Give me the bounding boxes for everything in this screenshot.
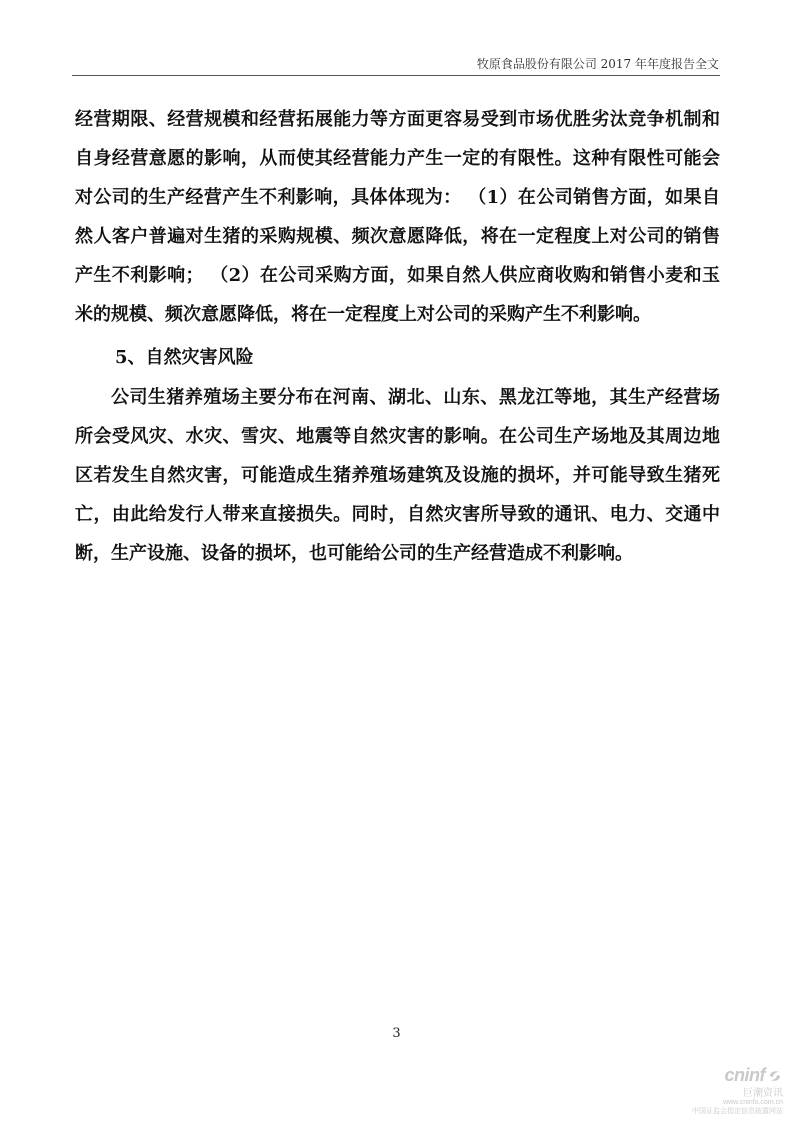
body-paragraph: 经营期限、经营规模和经营拓展能力等方面更容易受到市场优胜劣汰竞争机制和自身经营意愿的影响，从而使其经营能力产生一定的有限性。这种有限性可能会对公司的生产经营产生不利影响，具体体现为： （1）在公司销售方面，如果自然人客户普遍对生猪的采购规模、频次意愿降低，将在一定程度上对公司的销售产生不利影响； （2）在公司采购方面，如果自然人供应商收购和销售小麦和玉米的规模、频次意愿降低，将在一定程度上对公司的采购产生不利影响。 — [75, 109, 720, 325]
cninfo-watermark — [673, 1065, 783, 1116]
page-number: 3 — [392, 1026, 401, 1041]
document-body — [75, 100, 720, 573]
body-paragraph: 公司生猪养殖场主要分布在河南、湖北、山东、黑龙江等地，其生产经营场所会受风灾、水灾、雪灾、地震等自然灾害的影响。在公司生产场地及其周边地区若发生自然灾害，可能造成生猪养殖场建筑及设施的损坏，并可能导致生猪死亡，由此给发行人带来直接损失。同时，自然灾害所导致的通讯、电力、交通中断，生产设施、设备的损坏，也可能给公司的生产经营造成不利影响。 — [75, 387, 720, 564]
section-heading: 5、自然灾害风险 — [115, 347, 254, 368]
watermark-logo: cninf — [724, 1065, 765, 1085]
header-divider — [72, 75, 720, 76]
cninf-swirl-icon — [767, 1068, 783, 1084]
watermark-cn-name: 巨潮资讯 — [743, 1088, 783, 1099]
watermark-tagline: 中国证监会指定信息披露网站 — [692, 1108, 783, 1115]
header-title: 牧原食品股份有限公司 2017 年年度报告全文 — [476, 57, 719, 71]
watermark-url: www.cninfo.com.cn — [723, 1099, 783, 1106]
